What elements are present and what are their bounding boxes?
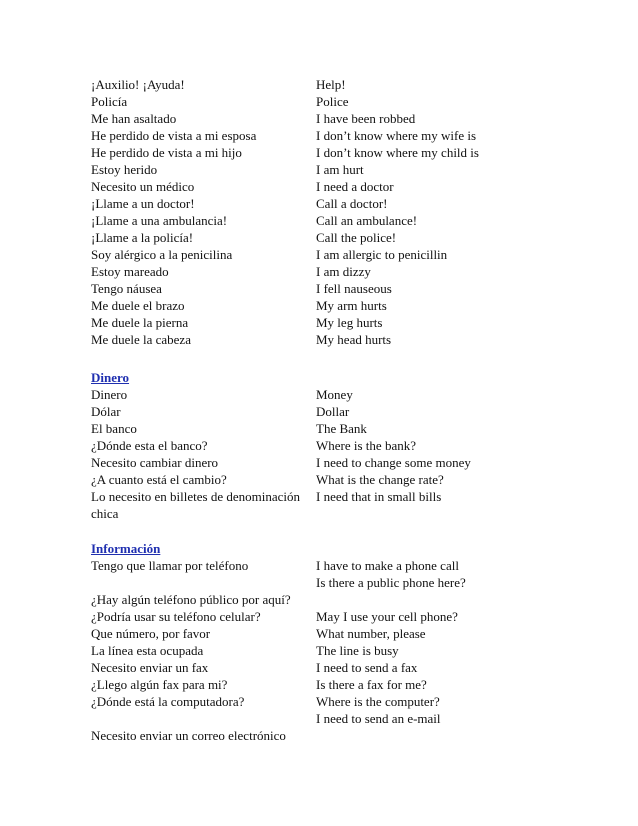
english-phrase: I need to send an e-mail xyxy=(316,711,441,726)
english-phrase: I fell nauseous xyxy=(316,281,392,296)
english-phrase: What number, please xyxy=(316,626,426,641)
spanish-phrase: Me duele el brazo xyxy=(91,298,185,313)
spanish-phrase: ¿A cuanto está el cambio? xyxy=(91,472,227,487)
english-phrase: The line is busy xyxy=(316,643,399,658)
phrase-row xyxy=(91,454,551,471)
spanish-phrase: Necesito enviar un correo electrónico xyxy=(91,728,286,743)
english-phrase: I need to change some money xyxy=(316,455,471,470)
english-phrase: I have been robbed xyxy=(316,111,416,126)
phrase-row xyxy=(91,608,551,625)
english-phrase: I need that in small bills xyxy=(316,489,442,504)
spanish-phrase: Dinero xyxy=(91,387,128,402)
phrase-row xyxy=(91,591,551,608)
phrase-row xyxy=(91,574,551,591)
phrase-row xyxy=(91,110,551,127)
phrase-row xyxy=(91,76,551,93)
spanish-phrase: He perdido de vista a mi hijo xyxy=(91,145,242,160)
phrase-row xyxy=(91,331,551,348)
english-phrase: Is there a fax for me? xyxy=(316,677,427,692)
spanish-phrase: Me han asaltado xyxy=(91,111,177,126)
spanish-phrase: Tengo que llamar por teléfono xyxy=(91,558,249,573)
phrase-row xyxy=(91,178,551,195)
spanish-phrase: ¿Dónde esta el banco? xyxy=(91,438,208,453)
spanish-phrase: Lo necesito en billetes de denominación chica xyxy=(91,489,301,521)
phrase-row xyxy=(91,420,551,437)
spanish-phrase: ¿Llego algún fax para mi? xyxy=(91,677,228,692)
section-heading-information: Información xyxy=(91,541,161,556)
english-phrase: I need to send a fax xyxy=(316,660,418,675)
english-phrase: Police xyxy=(316,94,349,109)
phrase-row xyxy=(91,437,551,454)
spanish-phrase: He perdido de vista a mi esposa xyxy=(91,128,257,143)
spanish-phrase: Estoy mareado xyxy=(91,264,169,279)
spanish-phrase: Dólar xyxy=(91,404,121,419)
phrase-row xyxy=(91,693,551,710)
spanish-phrase: ¿Dónde está la computadora? xyxy=(91,694,245,709)
phrase-row xyxy=(91,314,551,331)
spanish-phrase: Me duele la pierna xyxy=(91,315,189,330)
spanish-phrase: Policía xyxy=(91,94,128,109)
english-phrase: The Bank xyxy=(316,421,367,436)
english-phrase: My head hurts xyxy=(316,332,392,347)
spanish-phrase: ¿Podría usar su teléfono celular? xyxy=(91,609,261,624)
phrase-row xyxy=(91,471,551,488)
phrase-row xyxy=(91,263,551,280)
phrase-row xyxy=(91,195,551,212)
phrase-row xyxy=(91,403,551,420)
spanish-phrase: ¡Llame a la policía! xyxy=(91,230,194,245)
phrase-row xyxy=(91,386,551,403)
phrase-row xyxy=(91,625,551,642)
spanish-phrase: ¿Hay algún teléfono público por aquí? xyxy=(91,592,291,607)
phrase-row xyxy=(91,710,551,727)
phrase-row xyxy=(91,659,551,676)
english-phrase: May I use your cell phone? xyxy=(316,609,458,624)
emergency-phrases xyxy=(91,76,551,348)
english-phrase: I need a doctor xyxy=(316,179,394,194)
english-phrase: What is the change rate? xyxy=(316,472,444,487)
english-phrase: I am hurt xyxy=(316,162,364,177)
spanish-phrase: La línea esta ocupada xyxy=(91,643,204,658)
phrase-row xyxy=(91,93,551,110)
phrase-row xyxy=(91,642,551,659)
spanish-phrase: Que número, por favor xyxy=(91,626,211,641)
spanish-phrase: Soy alérgico a la penicilina xyxy=(91,247,233,262)
english-phrase: Money xyxy=(316,387,353,402)
spanish-phrase: ¡Auxilio! ¡Ayuda! xyxy=(91,77,185,92)
spanish-phrase: Estoy herido xyxy=(91,162,158,177)
spanish-phrase: ¡Llame a una ambulancia! xyxy=(91,213,228,228)
english-phrase: My arm hurts xyxy=(316,298,387,313)
spanish-phrase: Me duele la cabeza xyxy=(91,332,191,347)
english-phrase: I am allergic to penicillin xyxy=(316,247,448,262)
english-phrase: Help! xyxy=(316,77,346,92)
spanish-phrase: Necesito cambiar dinero xyxy=(91,455,219,470)
money-section xyxy=(91,369,551,522)
english-phrase: Where is the bank? xyxy=(316,438,416,453)
english-phrase: I have to make a phone call xyxy=(316,558,459,573)
spanish-phrase: El banco xyxy=(91,421,137,436)
english-phrase: Dollar xyxy=(316,404,350,419)
section-heading-money: Dinero xyxy=(91,370,130,385)
phrase-row xyxy=(91,280,551,297)
english-phrase: Is there a public phone here? xyxy=(316,575,466,590)
phrase-row xyxy=(91,557,551,574)
english-phrase: I don’t know where my child is xyxy=(316,145,479,160)
phrase-row xyxy=(91,488,551,522)
phrase-row xyxy=(91,676,551,693)
phrase-row xyxy=(91,144,551,161)
phrase-row xyxy=(91,229,551,246)
english-phrase: I am dizzy xyxy=(316,264,371,279)
english-phrase: Call an ambulance! xyxy=(316,213,418,228)
english-phrase: My leg hurts xyxy=(316,315,383,330)
english-phrase: I don’t know where my wife is xyxy=(316,128,477,143)
spanish-phrase: ¡Llame a un doctor! xyxy=(91,196,195,211)
english-phrase: Call a doctor! xyxy=(316,196,388,211)
spanish-phrase: Necesito enviar un fax xyxy=(91,660,209,675)
phrase-row xyxy=(91,727,551,744)
phrase-row xyxy=(91,212,551,229)
information-section xyxy=(91,540,551,744)
english-phrase: Where is the computer? xyxy=(316,694,440,709)
phrase-row xyxy=(91,246,551,263)
english-phrase: Call the police! xyxy=(316,230,397,245)
phrase-row xyxy=(91,127,551,144)
phrase-row xyxy=(91,161,551,178)
spanish-phrase: Necesito un médico xyxy=(91,179,195,194)
spanish-phrase: Tengo náusea xyxy=(91,281,162,296)
phrase-row xyxy=(91,297,551,314)
